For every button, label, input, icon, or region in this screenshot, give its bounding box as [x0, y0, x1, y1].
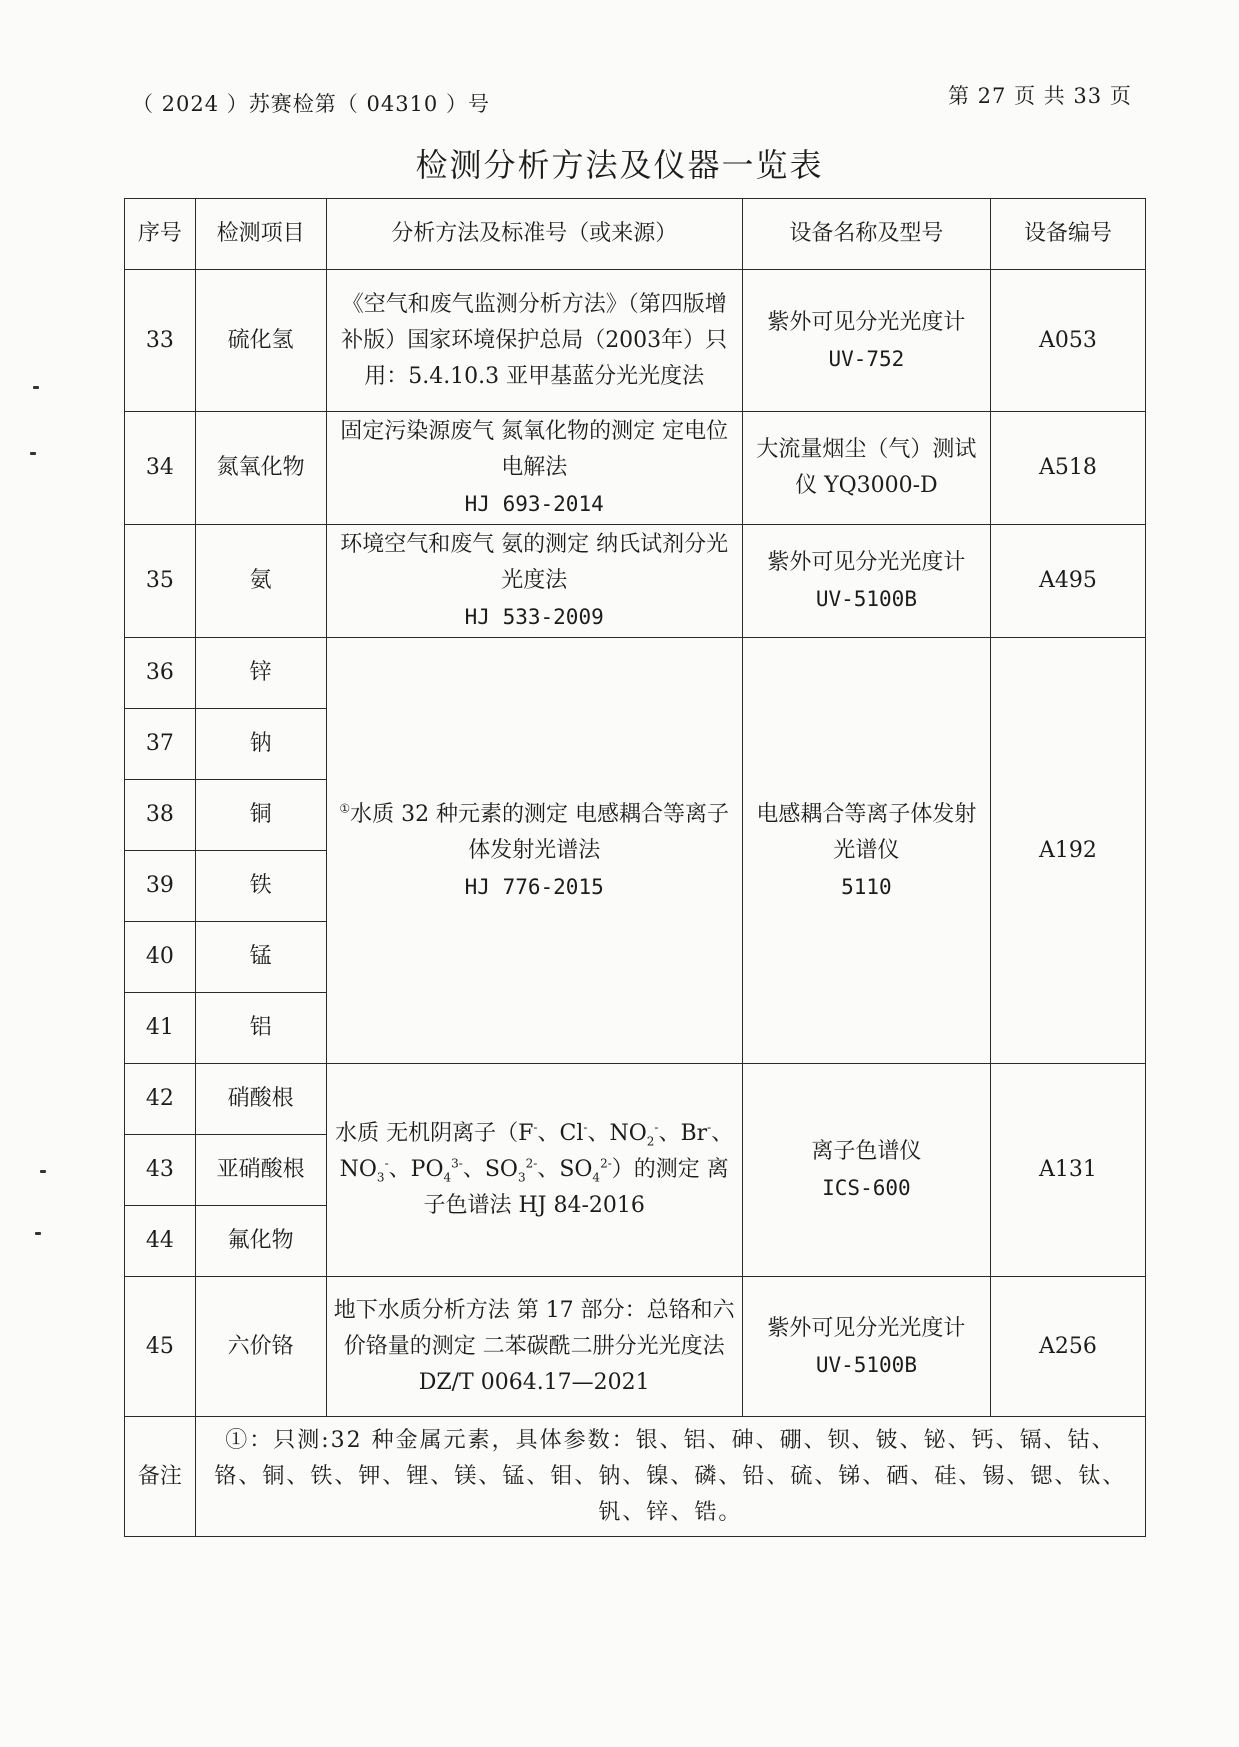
equipment-model: UV-752 [828, 346, 905, 371]
table-row [125, 270, 1146, 412]
equipment-name: 离子色谱仪 [811, 1139, 922, 1164]
col-header-no: 序号 [125, 199, 196, 270]
equipment-model: 5110 [841, 874, 892, 899]
row-no: 34 [125, 412, 196, 525]
row-equipment-id: A053 [990, 270, 1145, 412]
row-item: 铁 [195, 851, 326, 922]
row-equipment [742, 638, 990, 1064]
row-item: 钠 [195, 709, 326, 780]
row-equipment [742, 1064, 990, 1277]
table-row [125, 1277, 1146, 1417]
row-method: 《空气和废气监测分析方法》（第四版增补版）国家环境保护总局（2003年）只用：5.4.10.3 亚甲基蓝分光光度法 [326, 270, 742, 412]
remarks-row [125, 1417, 1146, 1537]
table-row [125, 525, 1146, 638]
method-instrument-table [124, 198, 1146, 1537]
row-no: 44 [125, 1206, 196, 1277]
method-standard: HJ 693-2014 [464, 492, 604, 516]
row-item: 铜 [195, 780, 326, 851]
row-no: 33 [125, 270, 196, 412]
row-item: 氟化物 [195, 1206, 326, 1277]
row-item: 六价铬 [195, 1277, 326, 1417]
row-item: 锌 [195, 638, 326, 709]
equipment-model: UV-5100B [815, 1352, 917, 1377]
footnote-mark: ① [339, 801, 351, 816]
table-row [125, 412, 1146, 525]
method-standard: HJ 776-2015 [464, 874, 604, 899]
row-equipment-id: A518 [990, 412, 1145, 525]
scan-mark [40, 1170, 46, 1173]
row-no: 45 [125, 1277, 196, 1417]
row-item: 亚硝酸根 [195, 1135, 326, 1206]
row-method [326, 638, 742, 1064]
equipment-model: UV-5100B [815, 587, 917, 611]
row-equipment [742, 270, 990, 412]
method-name: ①水质 32 种元素的测定 电感耦合等离子体发射光谱法 [339, 801, 730, 863]
page-title: 检测分析方法及仪器一览表 [415, 146, 824, 184]
row-equipment-id: A192 [990, 638, 1145, 1064]
table-row [125, 638, 1146, 709]
row-no: 40 [125, 922, 196, 993]
row-method: 地下水质分析方法 第 17 部分：总铬和六价铬量的测定 二苯碳酰二肼分光光度法 DZ/T 0064.17—2021 [326, 1277, 742, 1417]
row-item: 氨 [195, 525, 326, 638]
row-no: 38 [125, 780, 196, 851]
col-header-equipment-id: 设备编号 [990, 199, 1145, 270]
row-method [326, 412, 742, 525]
row-item: 铝 [195, 993, 326, 1064]
row-item: 锰 [195, 922, 326, 993]
row-method: 水质 无机阴离子（F-、Cl-、$NO_2^-$、Br-、$NO_3^-$、$PO_4^{3-}$、$SO_3^{2-}$、$SO_4^{2-}$）的测定 离子色谱法 HJ 84-2016 [326, 1064, 742, 1277]
row-no: 42 [125, 1064, 196, 1135]
method-standard: HJ 533-2009 [464, 605, 604, 629]
col-header-item: 检测项目 [195, 199, 326, 270]
scan-mark [33, 386, 39, 389]
equipment-name: 紫外可见分光光度计 [767, 1315, 966, 1341]
row-item: 硫化氢 [195, 270, 326, 412]
row-no: 36 [125, 638, 196, 709]
table-header-row [125, 199, 1146, 270]
method-name: 环境空气和废气 氨的测定 纳氏试剂分光光度法 [340, 532, 729, 593]
page-count: 第 27 页 共 33 页 [948, 84, 1132, 108]
row-method [326, 525, 742, 638]
scan-mark [35, 1232, 41, 1235]
table-row [125, 1064, 1146, 1135]
report-number: （ 2024 ）苏赛检第（ 04310 ）号 [132, 92, 490, 116]
col-header-method: 分析方法及标准号（或来源） [326, 199, 742, 270]
row-no: 41 [125, 993, 196, 1064]
row-no: 37 [125, 709, 196, 780]
remarks-label: 备注 [125, 1417, 196, 1537]
scan-mark [30, 452, 36, 455]
row-equipment [742, 1277, 990, 1417]
row-equipment-id: A495 [990, 525, 1145, 638]
row-no: 39 [125, 851, 196, 922]
equipment-model: ICS-600 [822, 1176, 911, 1200]
equipment-name: 紫外可见分光光度计 [767, 309, 966, 335]
col-header-equipment: 设备名称及型号 [742, 199, 990, 270]
row-no: 35 [125, 525, 196, 638]
row-equipment-id: A131 [990, 1064, 1145, 1277]
row-no: 43 [125, 1135, 196, 1206]
equipment-name: 紫外可见分光光度计 [767, 550, 966, 575]
row-item: 氮氧化物 [195, 412, 326, 525]
row-item: 硝酸根 [195, 1064, 326, 1135]
method-name: 固定污染源废气 氮氧化物的测定 定电位电解法 [340, 419, 729, 480]
row-equipment [742, 525, 990, 638]
row-equipment: 大流量烟尘（气）测试仪 YQ3000-D [742, 412, 990, 525]
row-equipment-id: A256 [990, 1277, 1145, 1417]
remarks-text: ①：只测:32 种金属元素，具体参数：银、铝、砷、硼、钡、铍、铋、钙、镉、钴、铬、铜、铁、钾、锂、镁、锰、钼、钠、镍、磷、铅、硫、锑、硒、硅、锡、锶、钛、钒、锌、锆。 [195, 1417, 1145, 1537]
equipment-name: 电感耦合等离子体发射光谱仪 [756, 801, 977, 863]
